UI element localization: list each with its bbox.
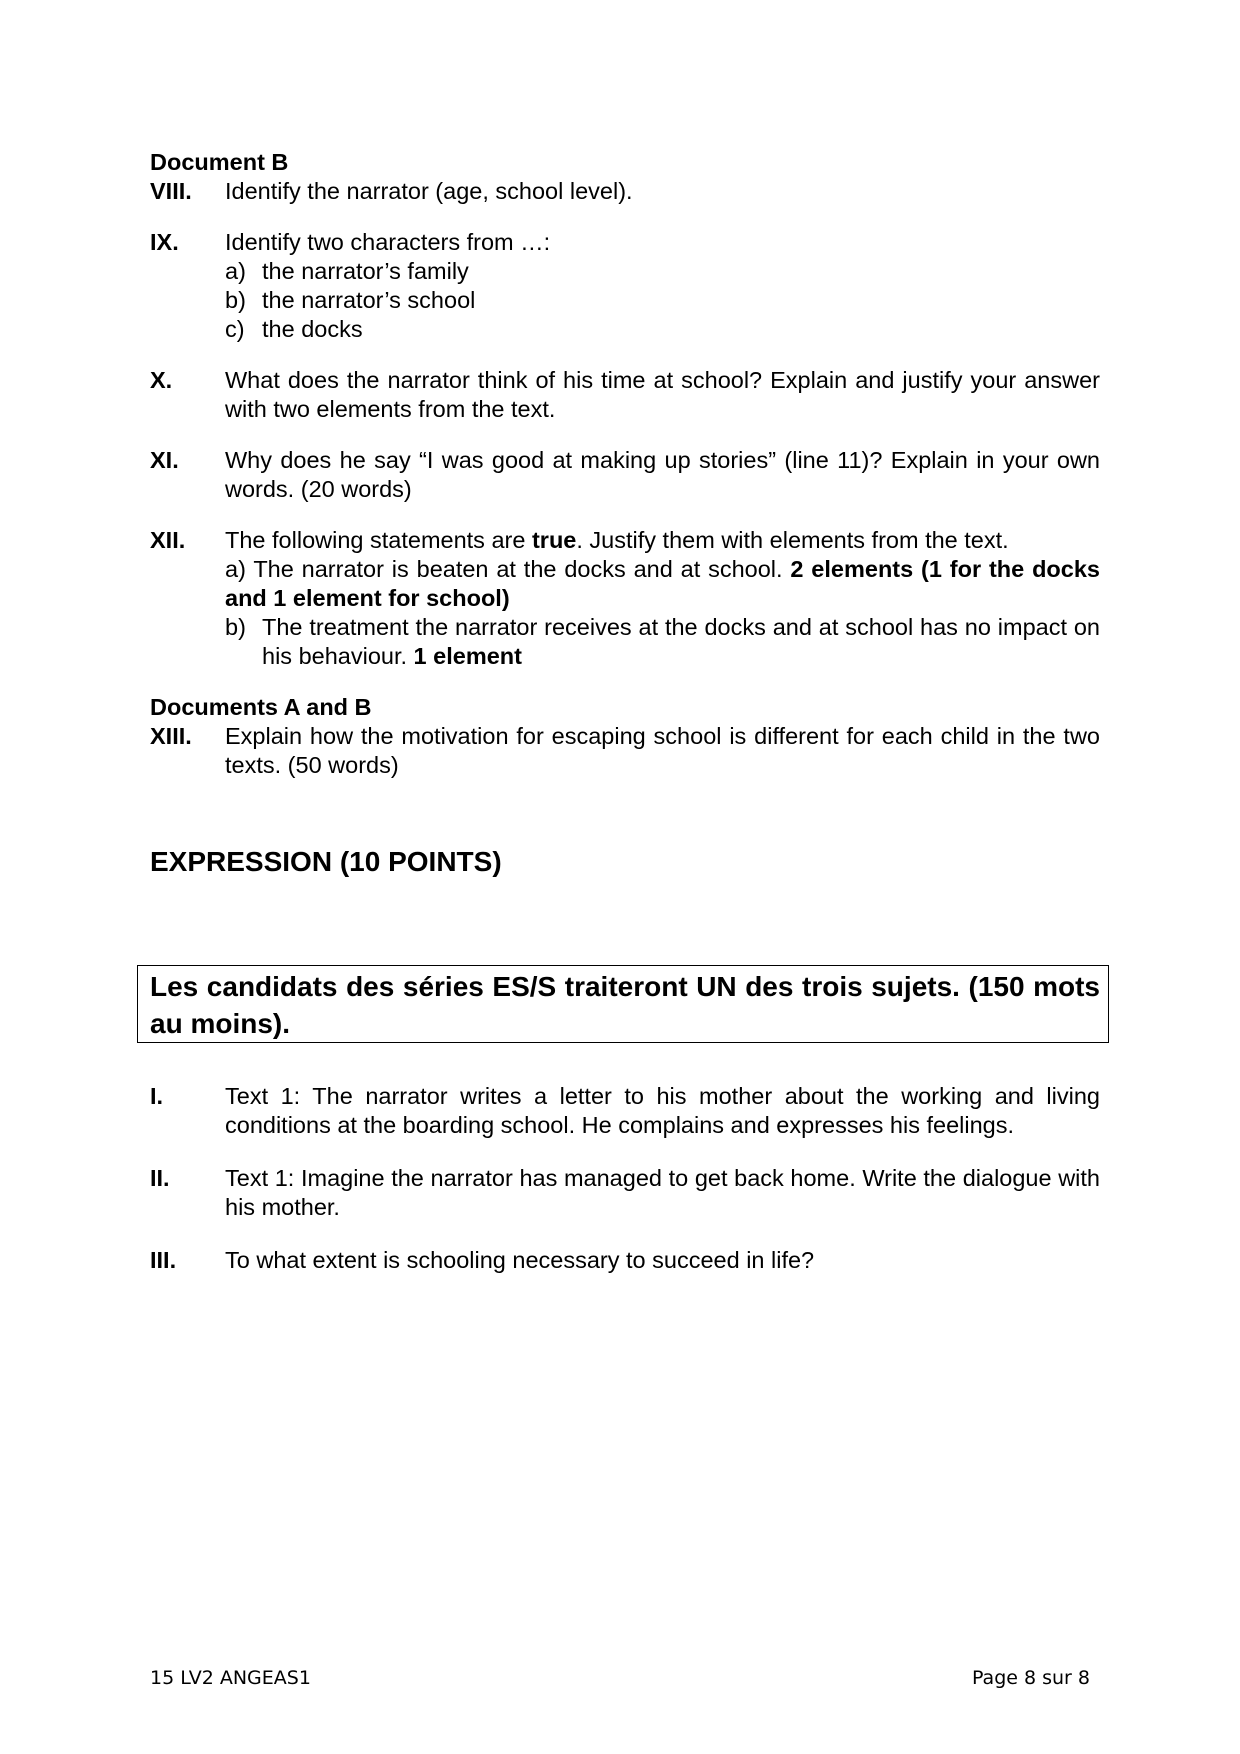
list-item (225, 257, 1100, 286)
list-item (225, 286, 1100, 315)
statement-body (262, 613, 1100, 671)
question-number: XIII. (150, 723, 192, 749)
statement-a (225, 555, 1100, 613)
question-viii (150, 177, 1100, 206)
document-b-heading: Document B (150, 149, 289, 175)
documents-ab-heading: Documents A and B (150, 694, 372, 720)
question-x (150, 366, 1100, 424)
subject-number: I. (150, 1083, 164, 1109)
question-xii (150, 526, 1100, 671)
footer-exam-code: 15 LV2 ANGEAS1 (150, 1667, 311, 1689)
question-number: X. (150, 367, 173, 393)
page-content (150, 148, 1100, 879)
question-text: Identify two characters from …: (225, 229, 551, 255)
footer-page-number: Page 8 sur 8 (971, 1667, 1090, 1689)
question-text (225, 526, 1100, 555)
expression-subjects (150, 1082, 1100, 1275)
subject-iii (150, 1246, 1100, 1275)
statement-text: a) The narrator is beaten at the docks and at school. (225, 556, 791, 582)
question-body (225, 526, 1100, 671)
item-label: c) (225, 316, 245, 342)
instruction-text: Les candidats des séries ES/S traiteront UN des trois sujets. (150 mots au moins). (150, 971, 1100, 1039)
question-body (225, 228, 1100, 344)
subject-ii (150, 1164, 1100, 1222)
item-label: b) (225, 614, 246, 640)
subject-number: III. (150, 1247, 177, 1273)
list-item (225, 315, 1100, 344)
question-number: VIII. (150, 178, 192, 204)
item-text: the narrator’s school (262, 287, 476, 313)
item-text: the narrator’s family (262, 258, 469, 284)
subject-number: II. (150, 1165, 170, 1191)
statement-requirement: 1 element (413, 643, 522, 669)
emphasis-true: true (531, 527, 577, 553)
text-part: . Justify them with elements from the text. (576, 527, 1009, 553)
question-text: Explain how the motivation for escaping school is different for each child in the two texts. (50 words) (225, 723, 1100, 778)
statement-text: The treatment the narrator receives at the docks and at school has no impact on his behaviour. (262, 614, 1100, 669)
question-text: Identify the narrator (age, school level). (225, 178, 633, 204)
question-text: What does the narrator think of his time at school? Explain and justify your answer with two elements from the text. (225, 367, 1100, 422)
question-number: IX. (150, 229, 179, 255)
question-ix (150, 228, 1100, 344)
subject-text: To what extent is schooling necessary to succeed in life? (225, 1247, 815, 1273)
question-xiii (150, 722, 1100, 780)
expression-title: EXPRESSION (10 POINTS) (150, 846, 502, 877)
subject-i (150, 1082, 1100, 1140)
text-part: The following statements are (225, 527, 532, 553)
item-label: a) (225, 258, 246, 284)
item-label: b) (225, 287, 246, 313)
question-text: Why does he say “I was good at making up stories” (line 11)? Explain in your own words. (20 words) (225, 447, 1100, 502)
question-number: XI. (150, 447, 179, 473)
subject-text: Text 1: Imagine the narrator has managed to get back home. Write the dialogue with his mother. (225, 1165, 1100, 1220)
statement-requirement: 2 elements (1 for the docks and 1 element for school) (225, 556, 1100, 611)
item-text: the docks (262, 316, 363, 342)
statement-b (225, 613, 1100, 671)
subject-text: Text 1: The narrator writes a letter to his mother about the working and living conditions at the boarding school. He complains and expresses his feelings. (225, 1083, 1100, 1138)
question-xi (150, 446, 1100, 504)
question-number: XII. (150, 527, 186, 553)
